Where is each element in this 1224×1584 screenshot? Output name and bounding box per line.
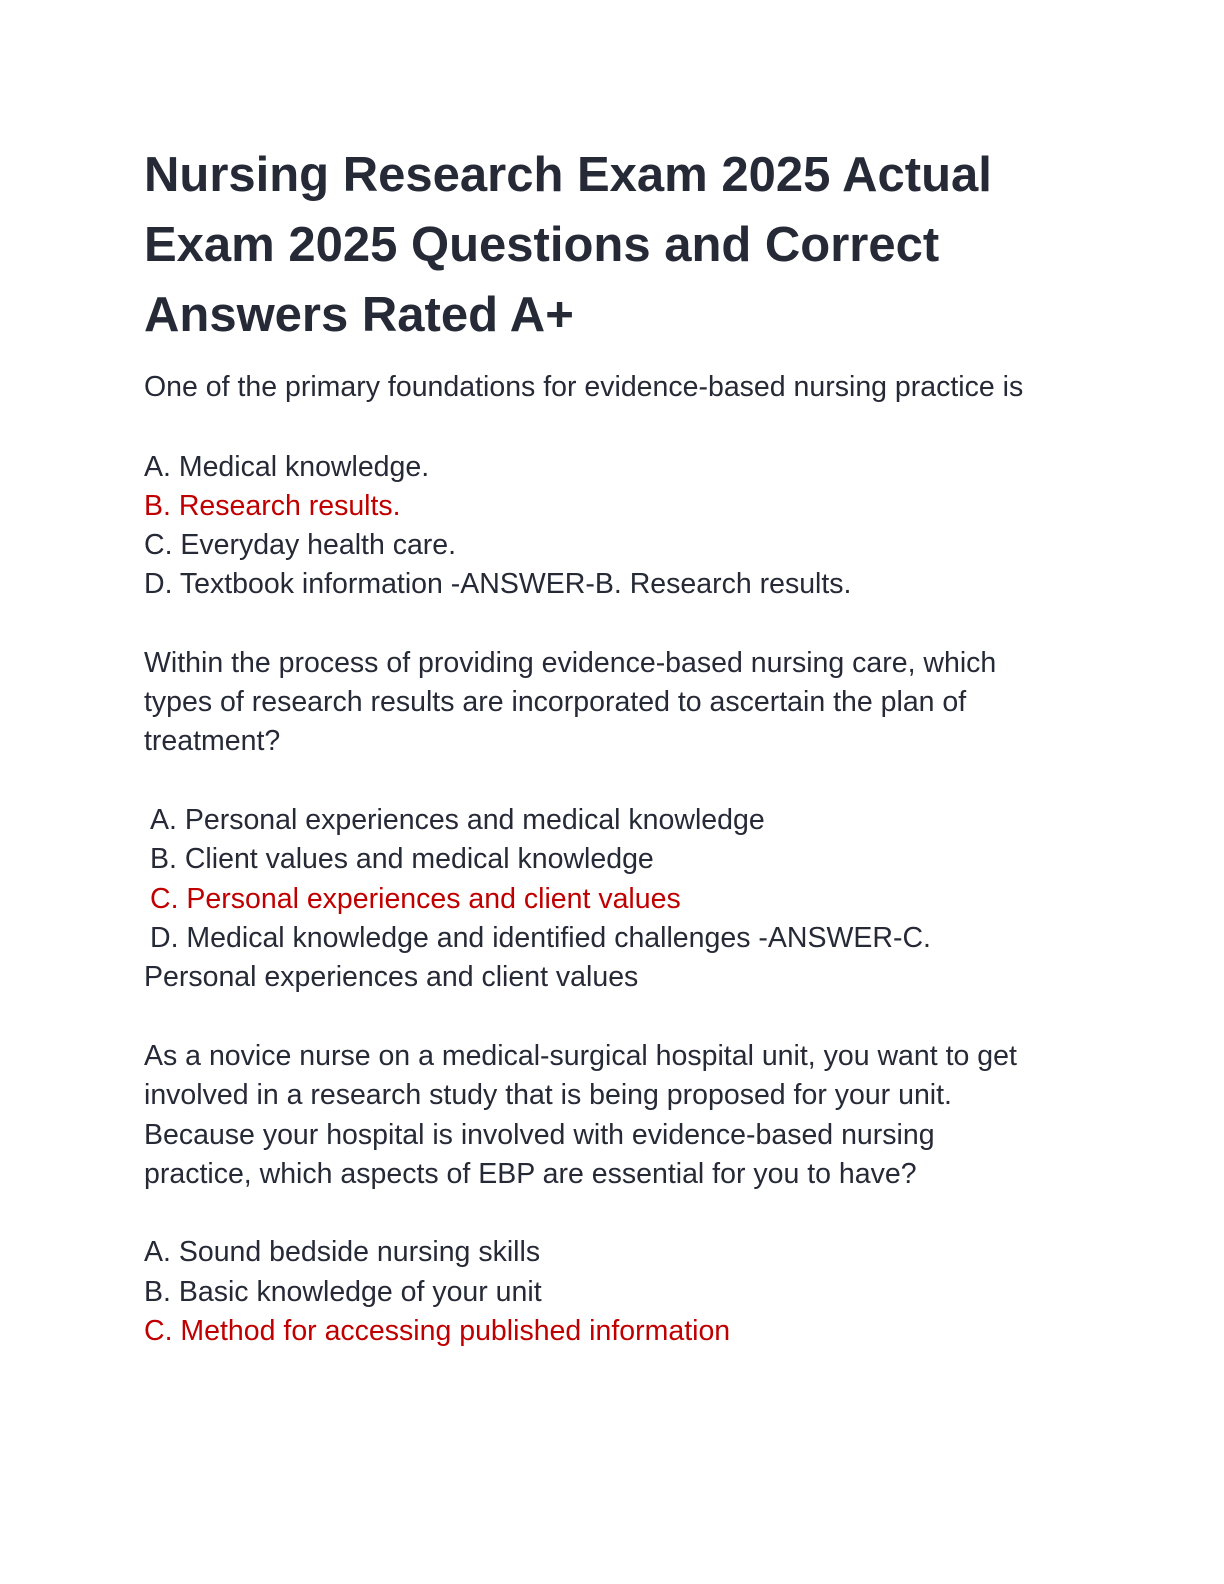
- question-3-option-b: B. Basic knowledge of your unit: [144, 1276, 542, 1308]
- question-3-option-c-highlighted: C. Method for accessing published information: [144, 1315, 731, 1347]
- question-1-option-c: C. Everyday health care.: [144, 529, 457, 561]
- title-line: Exam 2025 Questions and Correct: [144, 218, 940, 272]
- question-3-stem-line: Because your hospital is involved with evidence-based nursing: [144, 1119, 935, 1151]
- question-2-stem-line: Within the process of providing evidence-based nursing care, which: [144, 647, 997, 679]
- question-1-option-b-highlighted: B. Research results.: [144, 490, 401, 522]
- title-line: Nursing Research Exam 2025 Actual: [144, 148, 992, 202]
- question-3-option-a: A. Sound bedside nursing skills: [144, 1236, 541, 1268]
- title-line: Answers Rated A+: [144, 288, 574, 342]
- document-title: [144, 140, 1104, 350]
- question-2-option-c-highlighted: C. Personal experiences and client values: [150, 883, 681, 915]
- question-2-answer-continuation: Personal experiences and client values: [144, 961, 639, 993]
- question-2-option-a: A. Personal experiences and medical knowledge: [150, 804, 765, 836]
- question-1-option-d-answer: D. Textbook information -ANSWER-B. Research results.: [144, 568, 852, 600]
- question-3-stem-line: involved in a research study that is being proposed for your unit.: [144, 1079, 952, 1111]
- question-1-option-a: A. Medical knowledge.: [144, 451, 430, 483]
- question-2-stem-line: treatment?: [144, 725, 281, 757]
- question-2-option-d-answer: D. Medical knowledge and identified challenges -ANSWER-C.: [150, 922, 931, 954]
- question-2-option-b: B. Client values and medical knowledge: [150, 843, 654, 875]
- question-3-stem-line: As a novice nurse on a medical-surgical hospital unit, you want to get: [144, 1040, 1017, 1072]
- question-3-stem-line: practice, which aspects of EBP are essential for you to have?: [144, 1158, 917, 1190]
- question-1-stem: One of the primary foundations for evidence-based nursing practice is: [144, 371, 1024, 403]
- question-2-stem-line: types of research results are incorporated to ascertain the plan of: [144, 686, 967, 718]
